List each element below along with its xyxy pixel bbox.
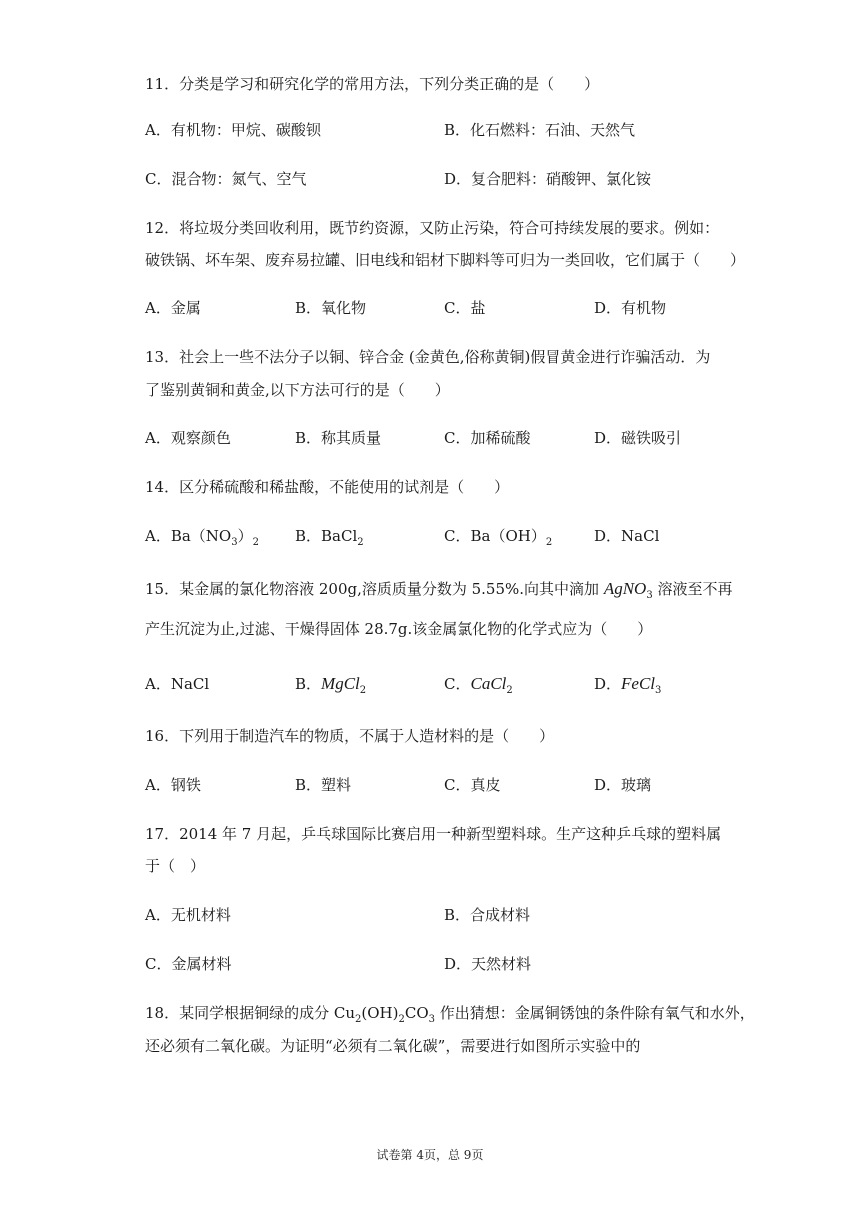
q13-option-d: D．磁铁吸引 <box>594 429 682 447</box>
q17-option-c: C．金属材料 <box>145 955 232 973</box>
q17-option-a: A．无机材料 <box>145 906 231 924</box>
q15-stem-line1: 15．某金属的氯化物溶液 200g,溶质质量分数为 5.55%.向其中滴加 AgNO$_3$ 溶液至不再 <box>145 579 733 601</box>
q11-option-a: A．有机物：甲烷、碳酸钡 <box>145 121 321 139</box>
q13-option-a: A．观察颜色 <box>145 429 231 447</box>
q16-option-a: A．钢铁 <box>145 776 201 794</box>
q12-option-b: B．氧化物 <box>295 299 367 317</box>
q13-stem-line1: 13．社会上一些不法分子以铜、锌合金 (金黄色,俗称黄铜)假冒黄金进行诈骗活动．为 <box>145 348 711 366</box>
q16-stem: 16．下列用于制造汽车的物质，不属于人造材料的是（ ） <box>145 727 555 745</box>
q14-option-c: C．$Ba(OH)_2$ <box>444 527 553 548</box>
q12-option-a: A．金属 <box>145 299 201 317</box>
q18-stem-line1: 18．某同学根据铜绿的成分 $Cu_2(OH)_2CO_3$ 作出猜想：金属铜锈蚀的条件除有氧气和水外， <box>145 1004 755 1025</box>
q11-stem: 11．分类是学习和研究化学的常用方法，下列分类正确的是（ ） <box>145 75 600 93</box>
page-footer: 试卷第 4页，总 9页 <box>376 1148 484 1162</box>
q13-stem-line2: 了鉴别黄铜和黄金,以下方法可行的是（ ） <box>145 381 450 399</box>
q11-option-b: B．化石燃料：石油、天然气 <box>444 121 636 139</box>
q12-option-d: D．有机物 <box>594 299 667 317</box>
q15-stem-line2: 产生沉淀为止,过滤、干燥得固体 28.7g.该金属氯化物的化学式应为（ ） <box>145 620 653 638</box>
q18-stem-line2: 还必须有二氧化碳。为证明“必须有二氧化碳”，需要进行如图所示实验中的 <box>145 1037 641 1055</box>
q11-option-c: C．混合物：氮气、空气 <box>145 170 307 188</box>
q14-option-b: B．BaCl$_2$ <box>295 527 364 548</box>
q15-option-c: C．CaCl$_2$ <box>444 674 513 696</box>
q13-option-b: B．称其质量 <box>295 429 382 447</box>
q17-option-b: B．合成材料 <box>444 906 531 924</box>
q14-stem: 14．区分稀硫酸和稀盐酸，不能使用的试剂是（ ） <box>145 478 510 496</box>
q12-option-c: C．盐 <box>444 299 486 317</box>
q17-stem-line2: 于（ ） <box>145 857 206 875</box>
q13-option-c: C．加稀硫酸 <box>444 429 531 447</box>
q11-option-d: D．复合肥料：硝酸钾、氯化铵 <box>444 170 652 188</box>
q15-option-d: D．FeCl$_3$ <box>594 674 662 696</box>
q14-option-d: D．NaCl <box>594 527 660 545</box>
q16-option-d: D．玻璃 <box>594 776 652 794</box>
q17-stem-line1: 17．2014 年 7 月起，乒乓球国际比赛启用一种新型塑料球。生产这种乒乓球的塑料属 <box>145 825 722 843</box>
q15-option-a: A．NaCl <box>145 675 210 693</box>
q15-option-b: B．MgCl$_2$ <box>295 674 367 696</box>
q14-option-a: A．$Ba(NO_3)_2$ <box>145 527 259 548</box>
q16-option-b: B．塑料 <box>295 776 352 794</box>
q12-stem-line1: 12．将垃圾分类回收利用，既节约资源，又防止污染，符合可持续发展的要求。例如： <box>145 219 720 237</box>
q12-stem-line2: 破铁锅、坏车架、废弃易拉罐、旧电线和铝材下脚料等可归为一类回收，它们属于（ ） <box>145 251 746 269</box>
q17-option-d: D．天然材料 <box>444 955 532 973</box>
q16-option-c: C．真皮 <box>444 776 501 794</box>
